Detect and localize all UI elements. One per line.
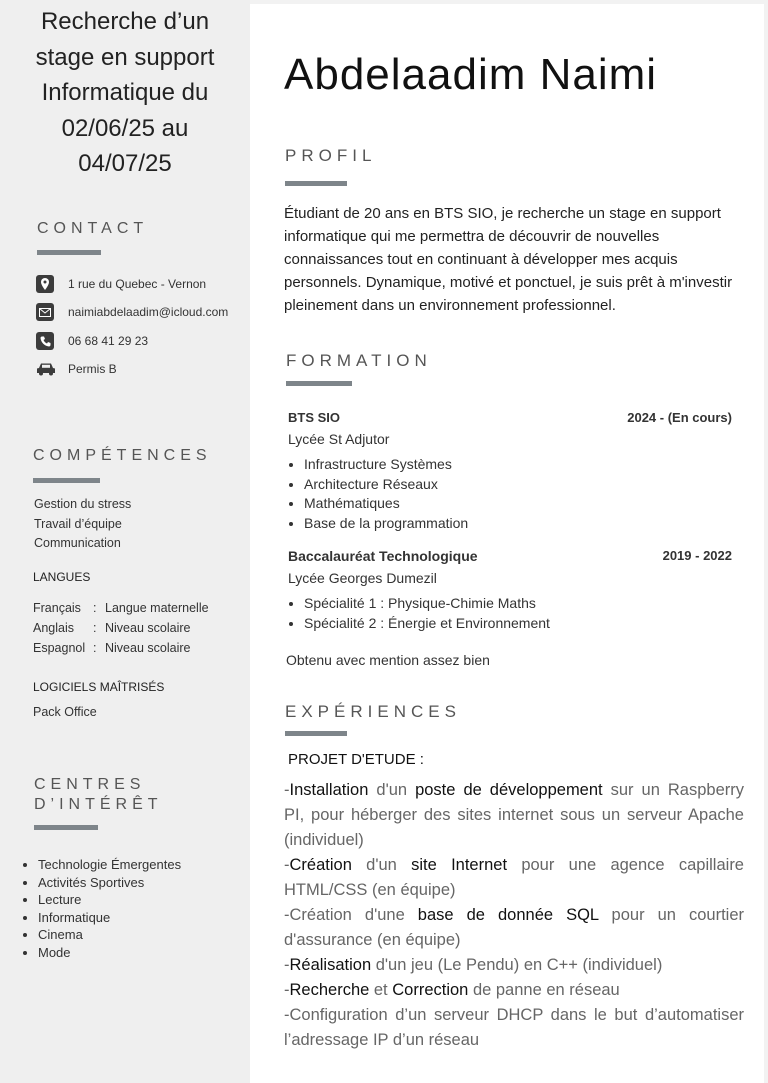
mail-icon [36,303,54,321]
interet-item: • Mode [38,944,181,962]
profil-title: PROFIL [285,146,377,165]
location-icon [36,275,54,293]
langue-level: Niveau scolaire [105,621,191,635]
formation-1-list [286,455,468,533]
formation-1-title: BTS SIO [288,410,341,425]
contact-address [36,273,206,295]
formation-1-date: 2024 - (En cours) [627,410,732,425]
competence-item: Travail d’équipe [34,516,122,531]
sidebar [0,0,250,1083]
interets-list [22,856,181,961]
contact-email[interactable] [36,301,228,323]
langue-name: Français [33,601,81,615]
langues-title: LANGUES [33,570,91,584]
langue-name: Anglais [33,621,74,635]
experience-item: -Configuration d’un serveur DHCP dans le but d’automatiser l’adressage IP d’un réseau [284,1006,744,1049]
email-text[interactable]: naimiabdelaadim@icloud.com [68,305,229,319]
phone-text[interactable]: 06 68 41 29 23 [68,334,149,348]
address-text: 1 rue du Quebec - Vernon [68,277,207,291]
interet-item: • Lecture [38,891,181,909]
profil-text: Étudiant de 20 ans en BTS SIO, je recherche un stage en support informatique qui me permettra de découvrir de nouvelles connaissances tout en continuant à développer mes acquis personnels. Dynamique, motivé et ponctuel, je suis prêt à m'investir pleinement dans un environnement professionnel. [284,205,733,314]
competences-title: COMPÉTENCES [33,447,212,464]
formation-item: • Mathématiques [304,494,468,514]
formation-item: • Infrastructure Systèmes [304,455,468,475]
headline: Recherche d’un stage en support Informatique du 02/06/25 au 04/07/25 [35,8,215,177]
interets-title-line2: D’INTÉRÊT [34,796,163,813]
formation-2-school: Lycée Georges Dumezil [288,570,437,586]
formation-title: FORMATION [286,351,432,370]
interets-divider [34,825,98,830]
experiences-list [284,778,744,1053]
competences-divider [33,478,100,483]
contact-title: CONTACT [37,220,149,237]
car-icon [36,362,56,376]
langue-row [33,618,209,638]
interet-item: • Activités Sportives [38,874,181,892]
interets-title-line1: CENTRES [34,776,146,793]
formation-2-date: 2019 - 2022 [662,548,732,563]
competence-item: Communication [34,536,121,550]
formation-2-title: Baccalauréat Technologique [288,548,478,564]
interet-item: • Cinema [38,926,181,944]
formation-item: • Spécialité 2 : Énergie et Environnement [304,614,550,634]
formation-2-list [286,594,550,633]
formation-divider [286,381,352,386]
experience-item: -Recherche et Correction de panne en réseau [284,981,620,999]
langue-row [33,598,209,618]
logiciels-title: LOGICIELS MAÎTRISÉS [33,680,165,694]
contact-license [36,358,117,380]
contact-phone[interactable] [36,330,148,352]
formation-item: • Architecture Réseaux [304,475,468,495]
competence-item: Gestion du stress [34,497,132,511]
langue-row [33,638,209,658]
formation-item: • Base de la programmation [304,514,468,534]
logiciel-item: Pack Office [33,705,97,719]
langue-level: Langue maternelle [105,601,209,615]
experience-item: -Création d'une base de donnée SQL pour un courtier d'assurance (en équipe) [284,906,744,949]
langue-sep: : [93,601,97,615]
experiences-title: EXPÉRIENCES [285,702,461,721]
contact-divider [37,250,101,255]
phone-icon [36,332,54,350]
formation-note: Obtenu avec mention assez bien [286,652,490,668]
langues-list [33,598,209,658]
experiences-heading: PROJET D'ETUDE : [288,751,424,768]
license-text: Permis B [68,362,117,376]
langue-level: Niveau scolaire [105,641,191,655]
experience-item: -Réalisation d'un jeu (Le Pendu) en C++ (individuel) [284,956,663,974]
candidate-name: Abdelaadim Naimi [284,50,658,99]
langue-sep: : [93,621,97,635]
langue-name: Espagnol [33,641,86,655]
langue-sep: : [93,641,97,655]
formation-1-school: Lycée St Adjutor [288,431,390,447]
experiences-divider [285,731,347,736]
competences-list [34,495,131,554]
interet-item: • Technologie Émergentes [38,856,181,874]
experience-item: -Installation d'un poste de développement sur un Raspberry PI, pour héberger des sites internet sous un serveur Apache (individuel) [284,781,745,849]
interet-item: • Informatique [38,909,181,927]
profil-divider [285,181,347,186]
formation-item: • Spécialité 1 : Physique-Chimie Maths [304,594,550,614]
experience-item: -Création d'un site Internet pour une agence capillaire HTML/CSS (en équipe) [284,856,744,899]
